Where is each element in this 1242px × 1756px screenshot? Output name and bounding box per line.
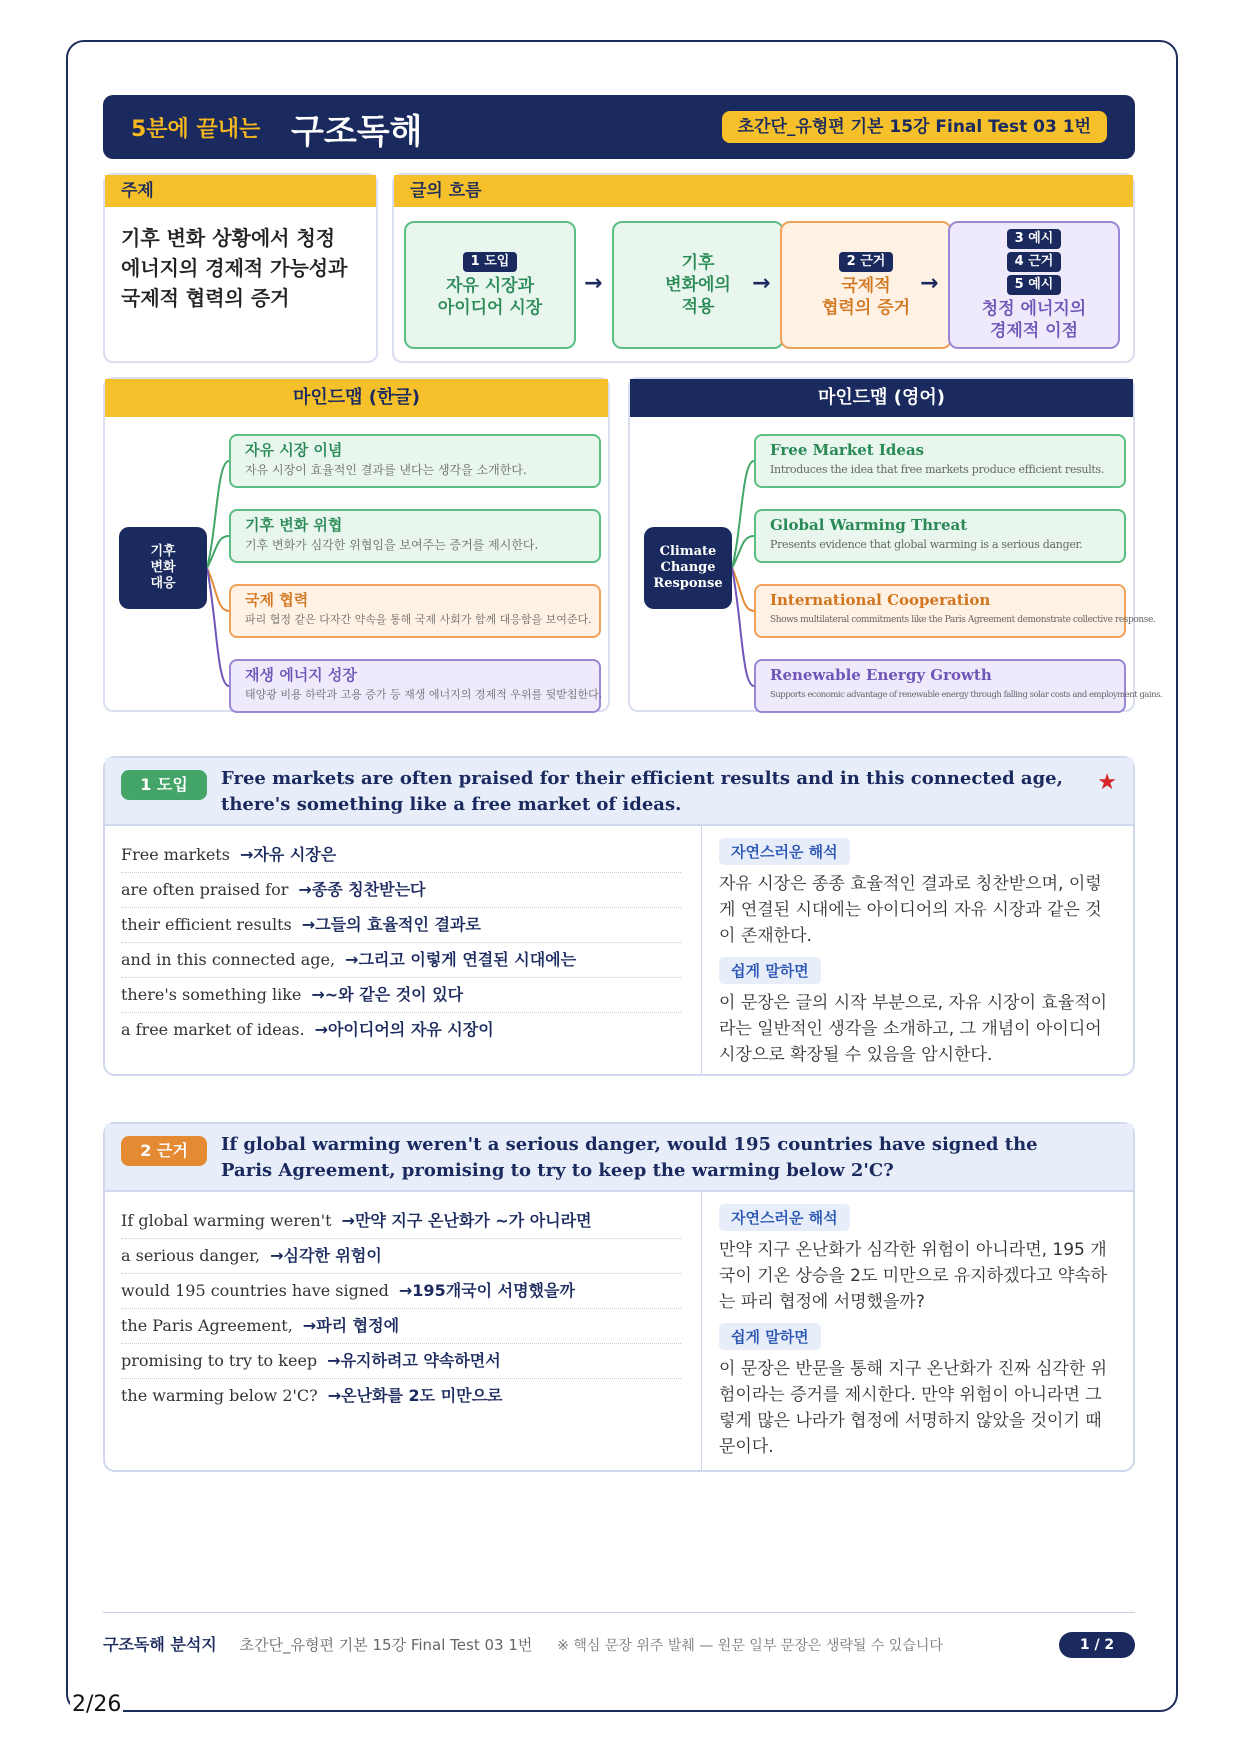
easy-explanation-label: 쉽게 말하면 bbox=[719, 1323, 821, 1350]
natural-translation-label: 자연스러운 해석 bbox=[719, 838, 850, 865]
flow-tag: 3 예시 bbox=[1007, 229, 1062, 249]
footer-divider bbox=[103, 1612, 1135, 1613]
natural-translation-text: 자유 시장은 종종 효율적인 결과로 칭찬받으며, 이렇게 연결된 시대에는 아이디어의 자유 시장과 같은 것이 존재한다. bbox=[719, 874, 1102, 946]
topic-text: 기후 변화 상황에서 청정 에너지의 경제적 가능성과 국제적 협력의 증거 bbox=[121, 226, 348, 310]
flow-arrow-icon: → bbox=[752, 271, 771, 296]
mindmap-english bbox=[628, 377, 1163, 712]
flow-panel bbox=[392, 173, 1135, 363]
mindmap-node bbox=[229, 434, 601, 488]
column-divider bbox=[701, 1192, 702, 1472]
mindmap-node-desc: 자유 시장이 효율적인 결과를 낸다는 생각을 소개한다. bbox=[245, 463, 527, 477]
easy-explanation-text: 이 문장은 반문을 통해 지구 온난화가 진짜 심각한 위험이라는 증거를 제시한다. 만약 위험이 아니라면 그렇게 많은 나라가 협정에 서명하지 않았을 것이기 때문이다. bbox=[719, 1359, 1108, 1457]
mindmap-node-desc: 태양광 비용 하락과 고용 증가 등 재생 에너지의 경제적 우위를 뒷받침한다. bbox=[245, 688, 603, 701]
mindmap-node-title: 재생 에너지 성장 bbox=[245, 666, 357, 684]
chunk-korean: →아이디어의 자유 시장이 bbox=[314, 1020, 494, 1039]
mindmap-node bbox=[754, 434, 1126, 488]
mindmap-node-desc: Presents evidence that global warming is a serious danger. bbox=[770, 538, 1083, 551]
flow-box-intro bbox=[404, 221, 576, 349]
mindmap-node bbox=[754, 659, 1163, 713]
flow-arrow-icon: → bbox=[920, 271, 939, 296]
flow-tag: 4 근거 bbox=[1007, 252, 1062, 272]
flow-arrow-icon: → bbox=[584, 271, 603, 296]
mindmap-node-title: Renewable Energy Growth bbox=[770, 666, 992, 684]
sentence-text: If global warming weren't a serious danger, would 195 countries have signed the Paris Agreement, promising to try to keep the warming below 2'C? bbox=[221, 1134, 1038, 1181]
chunk-english: Free markets bbox=[121, 845, 230, 864]
topic-heading: 주제 bbox=[105, 175, 376, 207]
mindmap-node bbox=[754, 584, 1156, 638]
topic-panel bbox=[103, 173, 378, 363]
star-icon: ★ bbox=[1097, 770, 1117, 795]
flow-tag: 2 근거 bbox=[839, 252, 894, 272]
sentence-header bbox=[105, 1124, 1133, 1192]
chunk-row bbox=[121, 1309, 681, 1344]
chunk-row bbox=[121, 908, 681, 943]
sentence-card-2 bbox=[103, 1122, 1135, 1472]
mindmap-node bbox=[229, 584, 601, 638]
easy-explanation-text: 이 문장은 글의 시작 부분으로, 자유 시장이 효율적이라는 일반적인 생각을 소개하고, 그 개념이 아이디어 시장으로 확장될 수 있음을 암시한다. bbox=[719, 993, 1108, 1065]
natural-translation-label: 자연스러운 해석 bbox=[719, 1204, 850, 1231]
mindmap-node bbox=[754, 509, 1126, 563]
page-counter: 2/26 bbox=[72, 1692, 122, 1717]
footer-title: 초간단_유형편 기본 15강 Final Test 03 1번 bbox=[239, 1636, 533, 1654]
chunk-korean: →자유 시장은 bbox=[239, 845, 337, 864]
mindmap-center: 기후 변화 대응 bbox=[119, 527, 207, 609]
chunk-korean: →그들의 효율적인 결과로 bbox=[301, 915, 481, 934]
header-banner bbox=[103, 95, 1135, 159]
brand-title: 구조독해 bbox=[291, 112, 423, 152]
mindmap-node-title: 국제 협력 bbox=[245, 591, 309, 609]
chunk-korean: →파리 협정에 bbox=[302, 1316, 400, 1335]
chunk-row bbox=[121, 943, 681, 978]
mindmap-node-title: 기후 변화 위협 bbox=[245, 516, 343, 534]
mindmap-node-desc: 기후 변화가 심각한 위협임을 보여주는 증거를 제시한다. bbox=[245, 538, 539, 552]
chunk-english: If global warming weren't bbox=[121, 1211, 332, 1230]
easy-explanation-label: 쉽게 말하면 bbox=[719, 957, 821, 984]
chunk-korean: →만약 지구 온난화가 ~가 아니라면 bbox=[341, 1211, 592, 1230]
chunk-english: promising to try to keep bbox=[121, 1351, 318, 1370]
mindmap-node-desc: Supports economic advantage of renewable energy through falling solar costs and employment gains. bbox=[770, 690, 1163, 700]
mindmap-node-title: International Cooperation bbox=[770, 591, 991, 609]
column-divider bbox=[701, 826, 702, 1076]
chunk-english: there's something like bbox=[121, 985, 302, 1004]
brand-subtitle: 5분에 끝내는 bbox=[131, 117, 261, 142]
chunk-row bbox=[121, 1379, 681, 1414]
chunk-korean: →그리고 이렇게 연결된 시대에는 bbox=[345, 950, 577, 969]
sentence-tag: 1 도입 bbox=[121, 770, 207, 800]
explanation-column bbox=[719, 838, 1117, 1076]
chunk-korean: →~와 같은 것이 있다 bbox=[311, 985, 464, 1004]
chunk-korean: →심각한 위험이 bbox=[270, 1246, 382, 1265]
chunk-english: their efficient results bbox=[121, 915, 292, 934]
chunk-korean: →종종 칭찬받는다 bbox=[298, 880, 426, 899]
mindmap-node-title: 자유 시장 이념 bbox=[245, 441, 343, 459]
flow-box-text: 청정 에너지의 경제적 이점 bbox=[981, 298, 1087, 341]
mindmap-node-title: Global Warming Threat bbox=[770, 516, 968, 534]
flow-tag: 5 예시 bbox=[1007, 275, 1062, 295]
chunk-row bbox=[121, 1204, 681, 1239]
footer-note: ※ 핵심 문장 위주 발췌 — 원문 일부 문장은 생략될 수 있습니다 bbox=[557, 1638, 943, 1654]
chunk-row bbox=[121, 1239, 681, 1274]
chunk-korean: →온난화를 2도 미만으로 bbox=[327, 1386, 503, 1405]
mindmap-node bbox=[229, 509, 601, 563]
flow-box-text: 자유 시장과 아이디어 시장 bbox=[437, 275, 543, 318]
chunk-row bbox=[121, 978, 681, 1013]
chunk-english: are often praised for bbox=[121, 880, 289, 899]
chunk-korean: →유지하려고 약속하면서 bbox=[327, 1351, 501, 1370]
mindmap-node-title: Free Market Ideas bbox=[770, 441, 925, 459]
sentence-body bbox=[105, 826, 1133, 1076]
chunk-list bbox=[121, 838, 681, 1048]
footer-brand: 구조독해 분석지 bbox=[103, 1635, 217, 1654]
sentence-tag: 2 근거 bbox=[121, 1136, 207, 1166]
chunk-row bbox=[121, 1344, 681, 1379]
chunk-row bbox=[121, 1013, 681, 1048]
mindmap-center: Climate Change Response bbox=[644, 527, 732, 609]
chunk-english: a free market of ideas. bbox=[121, 1020, 305, 1039]
mindmap-node-desc: Introduces the idea that free markets produce efficient results. bbox=[770, 463, 1105, 476]
mindmap-node-desc: 파리 협정 같은 다자간 약속을 통해 국제 사회가 함께 대응함을 보여준다. bbox=[245, 613, 592, 626]
mindmap-korean-heading: 마인드맵 (한글) bbox=[105, 379, 608, 417]
mindmap-node bbox=[229, 659, 601, 713]
chunk-row bbox=[121, 838, 681, 873]
lesson-badge: 초간단_유형편 기본 15강 Final Test 03 1번 bbox=[722, 111, 1107, 143]
flow-box-text: 국제적 협력의 증거 bbox=[821, 275, 911, 318]
chunk-english: a serious danger, bbox=[121, 1246, 261, 1265]
chunk-list bbox=[121, 1204, 681, 1414]
sentence-text: Free markets are often praised for their efficient results and in this connected age, there's something like a free market of ideas. bbox=[221, 768, 1063, 815]
chunk-english: the Paris Agreement, bbox=[121, 1316, 293, 1335]
page-indicator: 1 / 2 bbox=[1059, 1632, 1135, 1658]
flow-heading: 글의 흐름 bbox=[394, 175, 1133, 207]
flow-box-benefits bbox=[948, 221, 1120, 349]
flow-box-text: 기후 변화에의 적용 bbox=[665, 253, 731, 317]
natural-translation-text: 만약 지구 온난화가 심각한 위험이 아니라면, 195 개국이 기온 상승을 2도 미만으로 유지하겠다고 약속하는 파리 협정에 서명했을까? bbox=[719, 1240, 1108, 1312]
footer bbox=[103, 1630, 1135, 1660]
mindmap-english-heading: 마인드맵 (영어) bbox=[630, 379, 1133, 417]
chunk-english: the warming below 2'C? bbox=[121, 1386, 318, 1405]
chunk-row bbox=[121, 1274, 681, 1309]
flow-tag: 1 도입 bbox=[463, 252, 518, 272]
sentence-body bbox=[105, 1192, 1133, 1472]
sentence-header bbox=[105, 758, 1133, 826]
mindmap-korean bbox=[103, 377, 610, 712]
chunk-row bbox=[121, 873, 681, 908]
sentence-card-1 bbox=[103, 756, 1135, 1076]
chunk-korean: →195개국이 서명했을까 bbox=[398, 1281, 575, 1300]
chunk-english: and in this connected age, bbox=[121, 950, 336, 969]
chunk-english: would 195 countries have signed bbox=[121, 1281, 389, 1300]
mindmap-node-desc: Shows multilateral commitments like the Paris Agreement demonstrate collective response. bbox=[770, 615, 1156, 625]
explanation-column bbox=[719, 1204, 1117, 1468]
